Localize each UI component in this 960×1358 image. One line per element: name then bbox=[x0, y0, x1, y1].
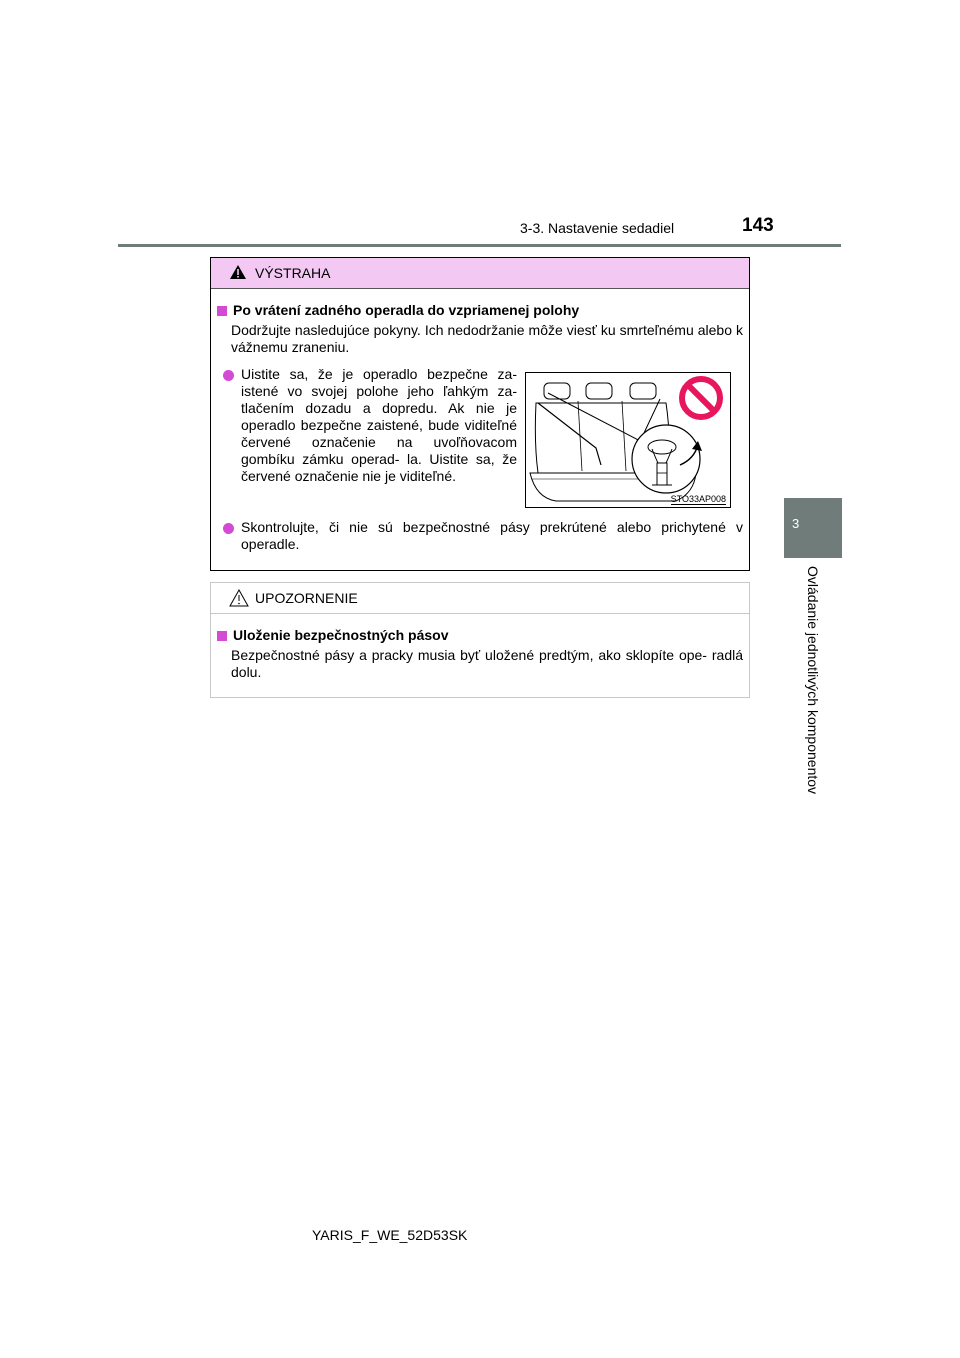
square-bullet-icon bbox=[217, 631, 227, 641]
warning-intro: Dodržujte nasledujúce pokyny. Ich nedodržanie môže viesť ku smrteľnému alebo k vážnemu zraneniu. bbox=[231, 322, 743, 355]
caution-body: Bezpečnostné pásy a pracky musia byť uložené predtým, ako sklopíte ope- radlá dolu. bbox=[231, 647, 743, 680]
header-rule bbox=[118, 244, 841, 247]
seat-release-illustration bbox=[525, 372, 731, 508]
chapter-tab bbox=[784, 498, 842, 558]
warning-header bbox=[211, 258, 749, 289]
document-code: YARIS_F_WE_52D53SK bbox=[312, 1227, 468, 1243]
square-bullet-icon bbox=[217, 306, 227, 316]
warning-triangle-icon bbox=[229, 264, 247, 280]
caution-header bbox=[211, 583, 749, 614]
caution-box bbox=[210, 582, 750, 698]
warning-title: VÝSTRAHA bbox=[255, 265, 331, 281]
chapter-label bbox=[784, 566, 842, 806]
warning-bullet-2: Skontrolujte, či nie sú bezpečnostné pásy prekrútené alebo prichytené v operadle. bbox=[241, 519, 743, 552]
bullet-dot-icon bbox=[223, 523, 234, 534]
chapter-label-text: Ovládanie jednotlivých komponentov bbox=[805, 566, 821, 795]
bullet-dot-icon bbox=[223, 370, 234, 381]
chapter-number: 3 bbox=[792, 516, 800, 531]
warning-bullet-1: Uistite sa, že je operadlo bezpečne za- istené vo svojej polohe jeho ľahkým za- tlačením dozadu a dopredu. Ak nie je operadlo bezpečne zaistené, bude viditeľné červené označenie na uvoľňovacom gombíku zámku operad- la. Uistite sa, že červené označenie nie je viditeľné. bbox=[241, 366, 517, 484]
prohibition-icon bbox=[678, 375, 724, 421]
warning-subheading: Po vrátení zadného operadla do vzpriamenej polohy bbox=[217, 302, 579, 318]
caution-subheading: Uloženie bezpečnostných pásov bbox=[217, 627, 449, 643]
caution-title: UPOZORNENIE bbox=[255, 590, 358, 606]
page-number: 143 bbox=[742, 215, 774, 236]
section-title: 3-3. Nastavenie sedadiel bbox=[520, 220, 675, 236]
caution-triangle-icon bbox=[229, 589, 249, 607]
figure-code: STO33AP008 bbox=[670, 494, 726, 504]
